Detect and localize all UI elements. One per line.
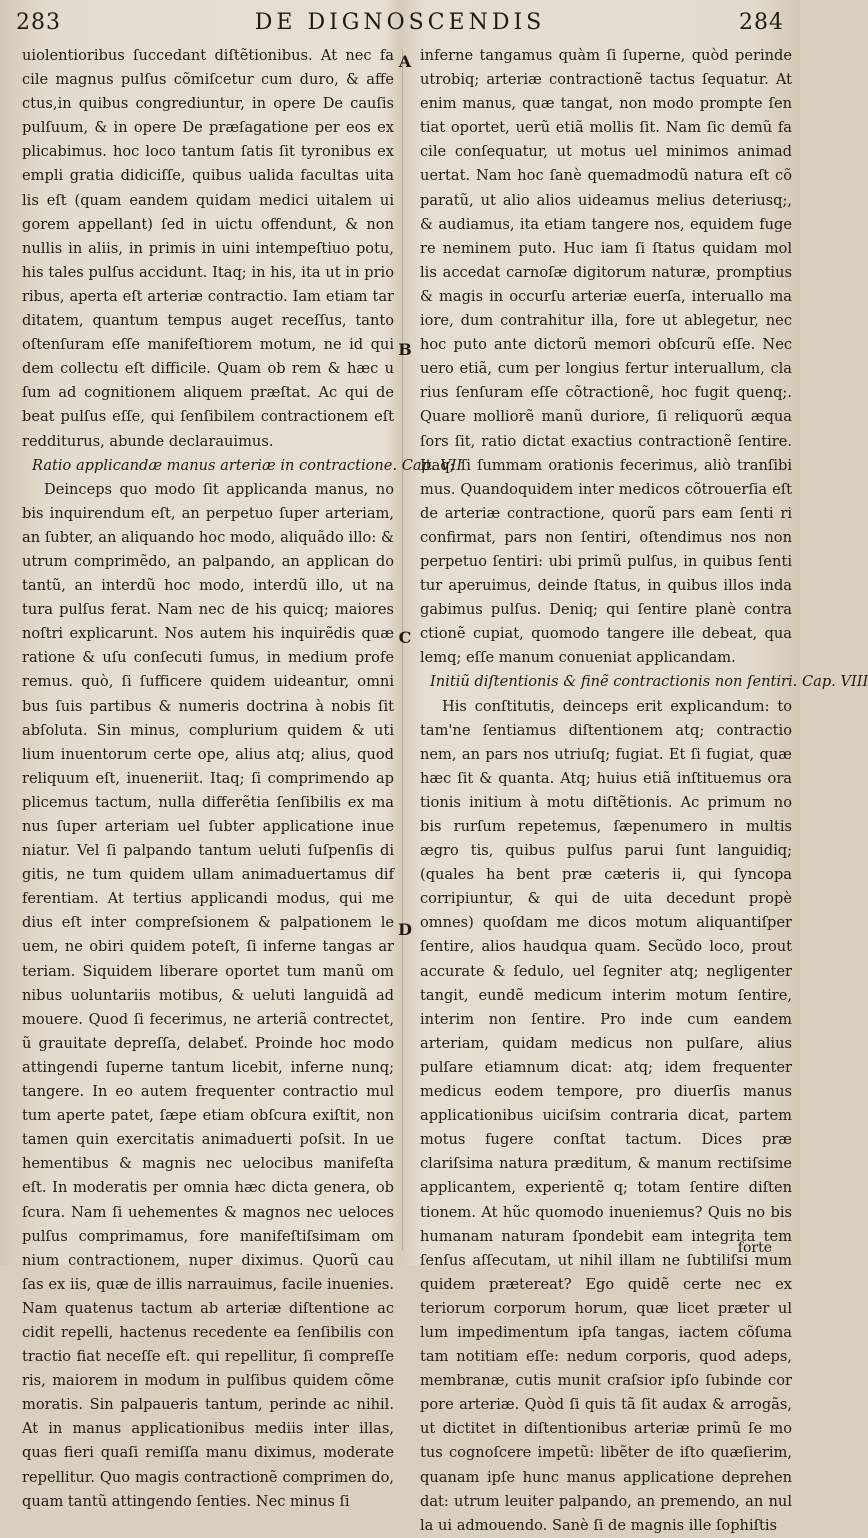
left-column (22, 44, 463, 1510)
page-number-right: 284 (739, 10, 784, 35)
page-header (0, 6, 800, 42)
margin-letter-a: A (398, 52, 412, 71)
column-divider (402, 50, 403, 1250)
margin-letter-b: B (398, 340, 412, 359)
margin-letter-c: C (398, 628, 412, 647)
right-column (420, 44, 868, 1534)
margin-letter-d: D (398, 920, 412, 939)
chapter-heading-7: Ratio applicandæ manus arteriæ in contractione. Cap. VII (32, 456, 463, 474)
catchword: forte (737, 1240, 772, 1256)
left-paragraph-2: Deinceps quo modo ſit applicanda manus, no bis inquirendum eſt, an perpetuo ſuper arteriam, an ſubter, an aliquando hoc modo, aliquãdo illo: & utrum comprimẽdo, an palpando, an applican do tantũ, an interdũ hoc modo, interdũ illo, ut na tura pulſus ferat. Nam nec de his quicq; maiores noſtri explicarunt. Nos autem his inquirẽdis quæ ratione & uſu conſecuti ſumus, in medium profe remus. quò, ſi ſufficere quidem uideantur, omni bus ſuis partibus & numeris doctrina à nobis ſit abſoluta. Sin minus, complurium quidem & uti lium inuentorum certe ope, alius atq; alius, quod reliquum eſt, inueneriit. Itaq; ſi comprimendo ap plicemus tactum, nulla differẽtia ſenſibilis ex ma nus ſuper arteriam uel ſubter applicatione inue niatur. Vel ſi palpando tantum ueluti ſuſpenſis di gitis, ne tum quidem ullam animaduertamus dif ferentiam. At tertius applicandi modus, qui me dius eſt inter compreſsionem & palpationem le uem, ne obiri quidem poteſt, ſi inferne tangas ar teriam. Siquidem liberare oportet tum manũ om nibus uoluntariis motibus, & ueluti languidã ad mouere. Quod ſi fecerimus, ne arteriã contrectet, ũ grauitate depreſſa, delabeť. Proinde hoc modo attingendi ſuperne tantum licebit, inferne nunq; tangere. In eo autem frequenter contractio mul tum aperte patet, ſæpe etiam obſcura exiſtit, non tamen quin exercitatis animaduerti poſsit. In ue hementibus & magnis nec uelocibus manifeſta eſt. In moderatis per omnia hæc dicta genera, ob ſcura. Nam ſi uehementes & magnos nec ueloces pulſus comprimamus, fore manifeſtiſsimam om nium contractionem, nuper diximus. Quorũ cau ſas ex iis, quæ de illis narrauimus, facile inuenies. Nam quatenus tactum ab arteriæ diſtentione ac cidit repelli, hactenus recedente ea ſenſibilis con tractio fiat neceſſe eſt. qui repellitur, ſi compreſſe ris, maiorem in modum in pulſibus quidem cõme moratis. Sin palpaueris tantum, perinde ac nihil. At in manus applicationibus mediis inter illas, quas fieri quaſi remiſſa manu diximus, moderate repellitur. Quo magis contractionẽ comprimen do, quam tantũ attingendo ſenties. Nec minus ſi (22, 480, 394, 1510)
page-number-left: 283 (16, 10, 61, 35)
right-paragraph-2: His conſtitutis, deinceps erit explicandum: to tam'ne ſentiamus diſtentionem atq; contractio nem, an pars nos utriuſq; fugiat. Et ſi fugiat, quæ hæc ſit & quanta. Atq; huius etiã inſtituemus ora tionis initium à motu diſtẽtionis. Ac primum no bis rurſum repetemus, ſæpenumero in multis ægro tis, quibus pulſus parui ſunt languidiq; (quales ha bent præ cæteris ii, qui ſyncopa corripiuntur, & qui de uita decedunt propè omnes) quoſdam me dicos motum aliquantiſper ſentire, alios haudqua quam. Secũdo loco, prout accurate & ſedulo, uel ſegniter atq; negligenter tangit, eundẽ medicum interim motum ſentire, interim non ſentire. Pro inde cum eandem arteriam, quidam medicus non pulſare, alius pulſare etiamnum dicat: atq; idem frequenter medicus eodem tempore, pro diuerſis manus applicationibus uiciſsim contraria dicat, partem motus fugere conſtat tactum. Dices præ clariſsima natura præditum, & manum rectiſsime applicantem, experientẽ q; totam ſentire diſten tionem. At hũc quomodo inueniemus? Quis no bis humanam naturam ſpondebit eam integrita tem ſenſus aſſecutam, ut nihil illam ne ſubtiliſsi mum quidem prætereat? Ego quidẽ certe nec ex teriorum corporum horum, quæ licet præter ul lum impedimentum ipſa tangas, iactem cõſuma tam notitiam eſſe: nedum corporis, quod adeps, membranæ, cutis munit craſsior ipſo ſubinde cor pore arteriæ. Quòd ſi quis tã ſit audax & arrogãs, ut dictitet in diſtentionibus arteriæ primũ ſe mo tus cognoſcere impetũ: libẽter de iſto quæſierim, quanam ipſe hunc manus applicatione deprehen dat: utrum leuiter palpando, an premendo, an nul la ui admouendo. Sanè ſi de magnis ille ſophiſtis (420, 697, 792, 1534)
left-paragraph-1: uiolentioribus ſuccedant diſtẽtionibus. At nec fa cile magnus pulſus cõmiſcetur cum duro, & affe ctus,in quibus congrediuntur, in opere De cauſis pulſuum, & in opere De præſagatione per eos ex plicabimus. hoc loco tantum ſatis ſit tyronibus ex empli gratia didiciſſe, quibus ualida facultas uita lis eſt (quam eandem quidam medici uitalem ui gorem appellant) ſed in uictu offendunt, & non nullis in aliis, in primis in uini intempeſtiuo potu, his tales pulſus accidunt. Itaq; in his, ita ut in prio ribus, aperta eſt arteriæ contractio. Iam etiam tar ditatem, quantum tempus auget receſſus, tanto oſtenſuram eſſe manifeſtiorem motum, ne id qui dem collectu eſt difficile. Quam ob rem & hæc u ſum ad cognitionem aliquem præſtat. Ac qui de beat pulſus eſſe, qui ſenſibilem contractionem eſt redditurus, abunde declarauimus. (22, 47, 394, 450)
running-title: DE DIGNOSCENDIS (254, 10, 546, 35)
right-paragraph-1: inferne tangamus quàm ſi ſuperne, quòd perinde utrobiq; arteriæ contractionẽ tactus ſequatur. At enim manus, quæ tangat, non modo prompte ſen tiat oportet, uerũ etiã mollis ſit. Nam ſic demũ fa cile conſequatur, ut motus uel minimos animad uertat. Nam hoc ſanè quemadmodũ natura eſt cõ paratũ, ut alio alios uideamus melius deteriusq;, & audiamus, ita etiam tangere nos, equidem fuge re neminem puto. Huc iam ſi ſtatus quidam mol lis accedat carnoſæ digitorum naturæ, promptius & magis in occurſu arteriæ euerſa, interuallo ma iore, dum contrahitur illa, fore ut ablegetur, nec hoc puto ante dictorũ memori obſcurũ eſſe. Nec uero etiã, cum per longius fertur interuallum, cla rius ſenſuram eſſe cõtractionẽ, hoc fugit quenq;. Quare molliorẽ manũ duriore, ſi reliquorũ æqua ſors ſit, ratio dictat exactius contractionẽ ſentire. Itaq; ſi ſummam orationis fecerimus, aliò tranſibi mus. Quandoquidem inter medicos cõtrouerſia eſt de arteriæ contractione, quorũ pars eam ſenti ri confirmat, pars non ſentiri, oſtendimus nos non perpetuo ſentiri: ubi primũ pulſus, in quibus ſenti tur aperuimus, deinde ſtatus, in quibus illos inda gabimus pulſus. Deniq; qui ſentire planè contra ctionẽ cupiat, quomodo tangere ille debeat, qua lemq; eſſe manum conueniat applicandam. (420, 47, 792, 667)
chapter-heading-8: Initiũ diſtentionis & finẽ contractionis non ſentiri. Cap. VIII (430, 673, 868, 691)
